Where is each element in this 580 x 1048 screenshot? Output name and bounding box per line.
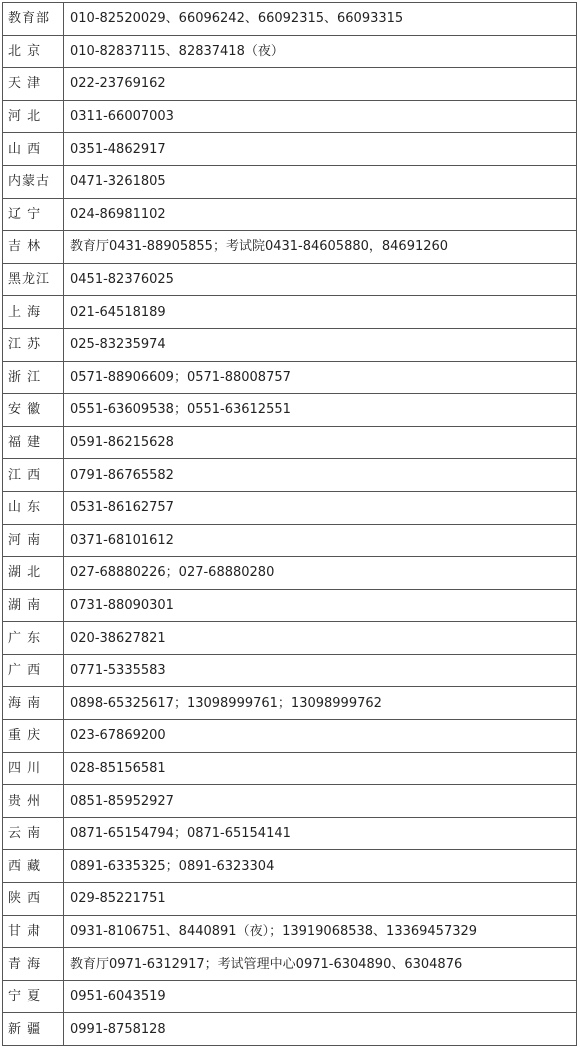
- phone-cell: 010-82837115、82837418（夜）: [64, 35, 577, 68]
- phone-cell: 027-68880226；027-68880280: [64, 557, 577, 590]
- phone-cell: 010-82520029、66096242、66092315、66093315: [64, 3, 577, 36]
- phone-cell: 0791-86765582: [64, 459, 577, 492]
- region-cell: 黑龙江: [3, 263, 64, 296]
- region-cell: 四 川: [3, 752, 64, 785]
- region-cell: 河 南: [3, 524, 64, 557]
- region-cell: 北 京: [3, 35, 64, 68]
- region-cell: 贵 州: [3, 785, 64, 818]
- phone-cell: 025-83235974: [64, 328, 577, 361]
- region-cell: 甘 肃: [3, 915, 64, 948]
- region-cell: 教育部: [3, 3, 64, 36]
- phone-cell: 0531-86162757: [64, 491, 577, 524]
- phone-cell: 0898-65325617；13098999761；13098999762: [64, 687, 577, 720]
- table-row: [3, 133, 577, 166]
- region-cell: 内蒙古: [3, 165, 64, 198]
- table-row: [3, 557, 577, 590]
- region-cell: 云 南: [3, 817, 64, 850]
- region-cell: 江 苏: [3, 328, 64, 361]
- phone-cell: 023-67869200: [64, 720, 577, 753]
- region-cell: 西 藏: [3, 850, 64, 883]
- table-row: [3, 459, 577, 492]
- phone-cell: 0311-66007003: [64, 100, 577, 133]
- phone-cell: 020-38627821: [64, 622, 577, 655]
- phone-cell: 0991-8758128: [64, 1013, 577, 1046]
- table-row: [3, 361, 577, 394]
- region-cell: 安 徽: [3, 394, 64, 427]
- phone-cell: 0451-82376025: [64, 263, 577, 296]
- region-cell: 江 西: [3, 459, 64, 492]
- region-cell: 湖 北: [3, 557, 64, 590]
- table-row: [3, 100, 577, 133]
- region-cell: 河 北: [3, 100, 64, 133]
- table-row: [3, 3, 577, 36]
- phone-cell: 0771-5335583: [64, 654, 577, 687]
- phone-cell: 0591-86215628: [64, 426, 577, 459]
- phone-cell: 0851-85952927: [64, 785, 577, 818]
- phone-cell: 0551-63609538；0551-63612551: [64, 394, 577, 427]
- region-cell: 新 疆: [3, 1013, 64, 1046]
- phone-cell: 028-85156581: [64, 752, 577, 785]
- table-row: [3, 328, 577, 361]
- table-row: [3, 165, 577, 198]
- table-row: [3, 524, 577, 557]
- table-row: [3, 720, 577, 753]
- region-cell: 山 东: [3, 491, 64, 524]
- table-row: [3, 622, 577, 655]
- phone-cell: 0731-88090301: [64, 589, 577, 622]
- phone-cell: 0891-6335325；0891-6323304: [64, 850, 577, 883]
- region-cell: 陕 西: [3, 883, 64, 916]
- region-cell: 海 南: [3, 687, 64, 720]
- table-row: [3, 980, 577, 1013]
- region-cell: 广 东: [3, 622, 64, 655]
- contacts-table: [2, 2, 577, 1046]
- contacts-table-body: [3, 3, 577, 1046]
- phone-cell: 0931-8106751、8440891（夜）；13919068538、13369457329: [64, 915, 577, 948]
- region-cell: 吉 林: [3, 231, 64, 264]
- table-row: [3, 491, 577, 524]
- phone-cell: 022-23769162: [64, 68, 577, 101]
- table-row: [3, 817, 577, 850]
- phone-cell: 0371-68101612: [64, 524, 577, 557]
- phone-cell: 0351-4862917: [64, 133, 577, 166]
- phone-cell: 021-64518189: [64, 296, 577, 329]
- table-row: [3, 948, 577, 981]
- table-row: [3, 687, 577, 720]
- region-cell: 浙 江: [3, 361, 64, 394]
- phone-cell: 0951-6043519: [64, 980, 577, 1013]
- phone-cell: 024-86981102: [64, 198, 577, 231]
- table-row: [3, 589, 577, 622]
- table-row: [3, 1013, 577, 1046]
- table-row: [3, 68, 577, 101]
- region-cell: 天 津: [3, 68, 64, 101]
- phone-cell: 0571-88906609；0571-88008757: [64, 361, 577, 394]
- phone-cell: 0871-65154794；0871-65154141: [64, 817, 577, 850]
- table-row: [3, 883, 577, 916]
- table-row: [3, 752, 577, 785]
- table-row: [3, 654, 577, 687]
- table-row: [3, 198, 577, 231]
- region-cell: 湖 南: [3, 589, 64, 622]
- region-cell: 宁 夏: [3, 980, 64, 1013]
- table-row: [3, 263, 577, 296]
- region-cell: 重 庆: [3, 720, 64, 753]
- phone-cell: 029-85221751: [64, 883, 577, 916]
- table-row: [3, 850, 577, 883]
- phone-cell: 教育厅0971-6312917；考试管理中心0971-6304890、6304876: [64, 948, 577, 981]
- phone-cell: 0471-3261805: [64, 165, 577, 198]
- table-row: [3, 296, 577, 329]
- table-row: [3, 35, 577, 68]
- table-row: [3, 915, 577, 948]
- table-row: [3, 785, 577, 818]
- region-cell: 青 海: [3, 948, 64, 981]
- table-row: [3, 426, 577, 459]
- region-cell: 上 海: [3, 296, 64, 329]
- phone-cell: 教育厅0431-88905855；考试院0431-84605880，84691260: [64, 231, 577, 264]
- table-row: [3, 394, 577, 427]
- region-cell: 广 西: [3, 654, 64, 687]
- table-row: [3, 231, 577, 264]
- region-cell: 山 西: [3, 133, 64, 166]
- region-cell: 福 建: [3, 426, 64, 459]
- region-cell: 辽 宁: [3, 198, 64, 231]
